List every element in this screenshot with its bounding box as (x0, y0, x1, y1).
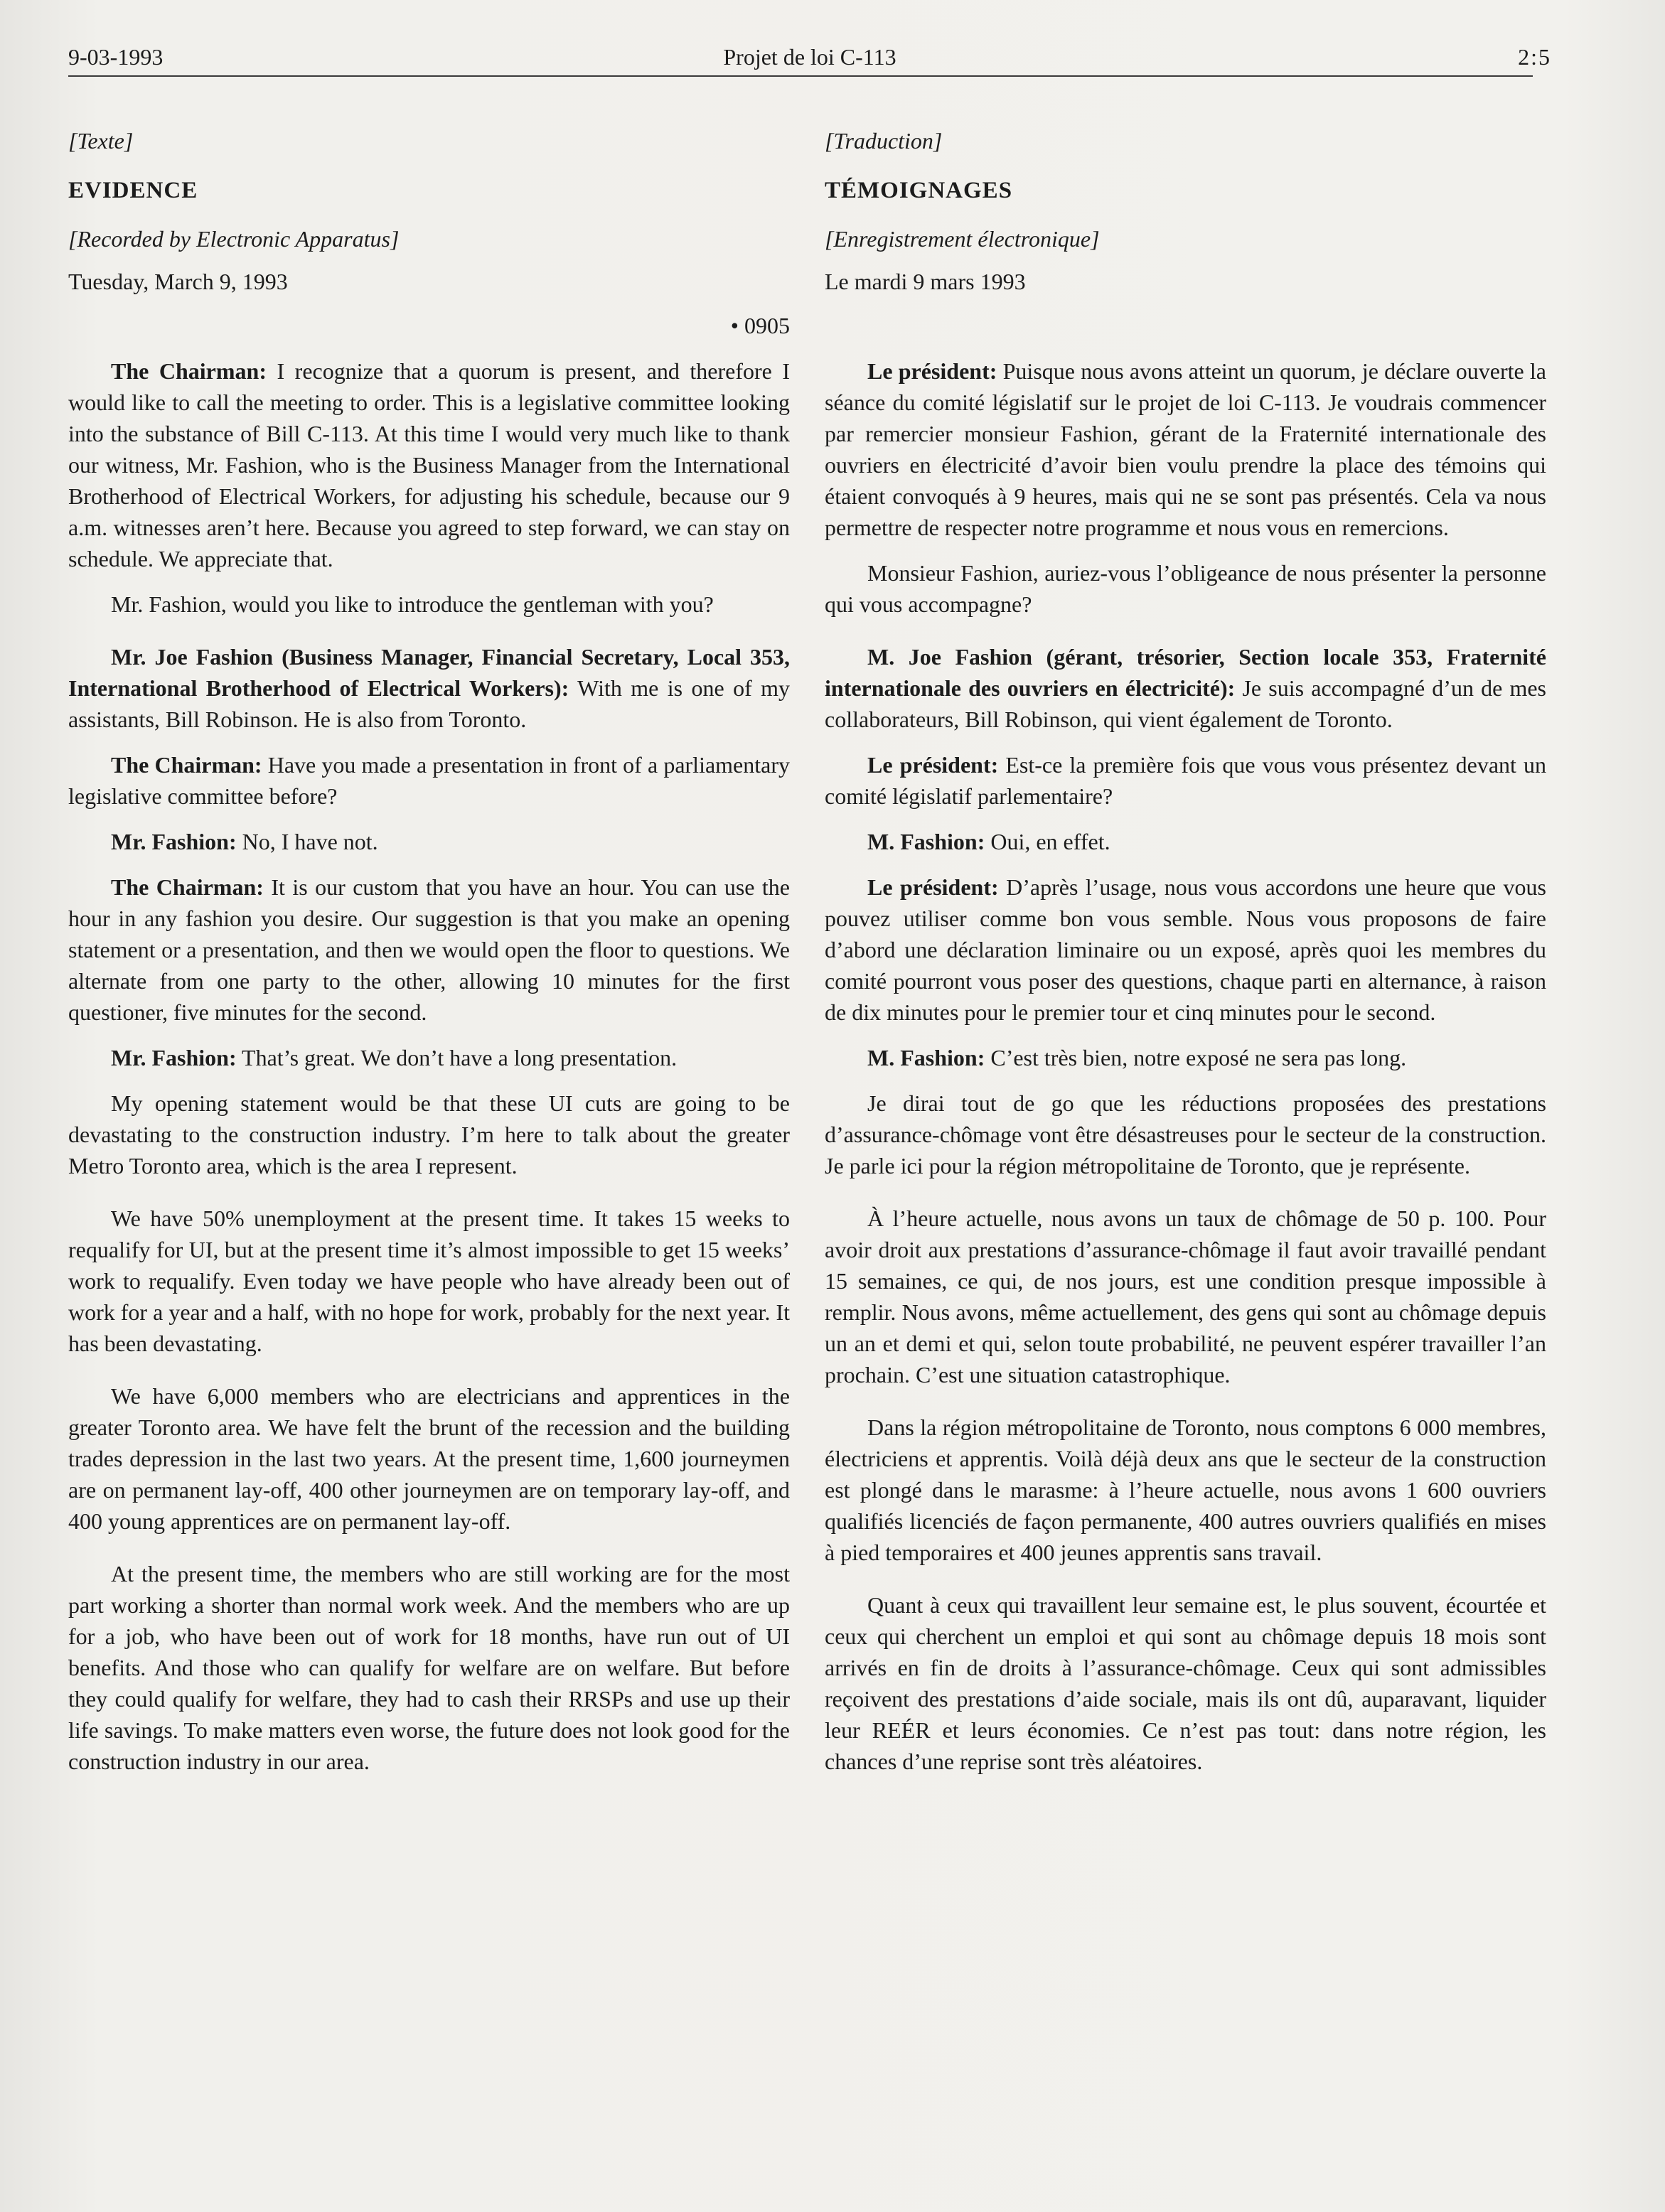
paragraph-text: D’après l’usage, nous vous accordons une heure que vous pouvez utiliser comme bon vous semble. Nous vous proposons de faire d’abord une déclaration liminaire ou un exposé, après quoi les membres du comité pourront vous poser des questions, chaque parti en alternance, à raison de dix minutes pour le premier tour et cinq minutes pour le second. (825, 874, 1547, 1025)
paragraph (825, 355, 1546, 543)
speaker-name: M. Fashion: (867, 1045, 985, 1070)
paragraph-text: Je suis accompagné d’un de mes collaborateurs, Bill Robinson, qui vient également de Toronto. (825, 675, 1547, 732)
paragraph (825, 1412, 1546, 1568)
paragraph (68, 1088, 790, 1181)
speaker-name: Mr. Joe Fashion (Business Manager, Financial Secretary, Local 353, International Brotherhood of Electrical Workers): (68, 644, 790, 701)
paragraph (825, 557, 1546, 620)
paragraph (825, 826, 1546, 857)
header-date: 9-03-1993 (68, 44, 164, 70)
speaker-name: Le président: (867, 874, 999, 900)
paragraph-text: I recognize that a quorum is present, and therefore I would like to call the meeting to order. This is a legislative committee looking into the substance of Bill C-113. At this time I would very much like to thank our witness, Mr. Fashion, who is the Business Manager from the International Brotherhood of Electrical Workers, for adjusting his schedule, because our 9 a.m. witnesses aren’t here. Because you agreed to step forward, we can stay on schedule. We appreciate that. (68, 358, 791, 571)
running-header (68, 40, 1551, 74)
paragraph (68, 826, 790, 857)
paragraph-text: Puisque nous avons atteint un quorum, je déclare ouverte la séance du comité législatif sur le projet de loi C-113. Je voudrais commencer par remercier monsieur Fashion, gérant de la Fraternité internationale des ouvriers en électricité d’avoir bien voulu prendre la place des témoins qui étaient convoqués à 9 heures, mais qui ne se sont pas présentés. Cela va nous permettre de respecter notre programme et nous vous en remercions. (825, 358, 1547, 540)
paragraph (68, 871, 790, 1028)
paragraph-text: We have 50% unemployment at the present time. It takes 15 weeks to requalify for UI, but at the present time it’s almost impossible to get 15 weeks’ work to requalify. Even today we have people who have already been out of work for a year and a half, with no hope for work, probably for the next year. It has been devastating. (68, 1206, 790, 1356)
paragraph-text: C’est très bien, notre exposé ne sera pas long. (985, 1045, 1407, 1070)
paragraph (68, 749, 790, 812)
header-page-number: 2:5 (1518, 44, 1551, 70)
speaker-name: The Chairman: (111, 874, 264, 900)
section-heading: EVIDENCE (68, 178, 198, 203)
speaker-name: M. Joe Fashion (gérant, trésorier, Section locale 353, Fraternité internationale des ouvriers en électricité): (825, 644, 1546, 701)
speaker-name: Le président: (867, 358, 997, 384)
paragraph-text: Je dirai tout de go que les réductions proposées des prestations d’assurance-chômage vont être désastreuses pour le secteur de la construction. Je parle ici pour la région métropolitaine de Toronto, que je représente. (825, 1090, 1546, 1179)
speaker-name: Mr. Fashion: (111, 1045, 237, 1070)
paragraph-text: With me is one of my assistants, Bill Robinson. He is also from Toronto. (68, 675, 791, 732)
paragraph-text: Est-ce la première fois que vous vous présentez devant un comité législatif parlementaire? (825, 752, 1547, 809)
paragraph-text: Oui, en effet. (985, 829, 1110, 854)
paragraph (68, 355, 790, 574)
paragraph (68, 1203, 790, 1359)
paragraph (825, 749, 1546, 812)
paragraph (68, 1380, 790, 1537)
paragraph (68, 641, 790, 735)
paragraph-text: À l’heure actuelle, nous avons un taux de chômage de 50 p. 100. Pour avoir droit aux prestations d’assurance-chômage il faut avoir travaillé pendant 15 semaines, ce qui, de nos jours, est une condition presque impossible à remplir. Nous avons, même actuellement, des gens qui sont au chômage depuis un an et demi et qui, selon toute probabilité, ne peuvent espérer travailler l’an prochain. C’est une situation catastrophique. (825, 1206, 1546, 1387)
paragraph (825, 1042, 1546, 1073)
english-column (68, 125, 790, 1791)
speaker-name: The Chairman: (111, 752, 262, 778)
section-heading: TÉMOIGNAGES (825, 178, 1013, 203)
recording-note: [Enregistrement électronique] (825, 226, 1100, 252)
french-column (825, 125, 1546, 1791)
sitting-date: Tuesday, March 9, 1993 (68, 269, 288, 294)
paragraph-text: Monsieur Fashion, auriez-vous l’obligeance de nous présenter la personne qui vous accompagne? (825, 560, 1546, 617)
paragraph-text: It is our custom that you have an hour. You can use the hour in any fashion you desire. Our suggestion is that you make an opening statement or a presentation, and then we would open the floor to questions. We alternate from one party to the other, allowing 10 minutes for the first questioner, five minutes for the second. (68, 874, 791, 1025)
paragraph-text: Have you made a presentation in front of a parliamentary legislative committee before? (68, 752, 791, 809)
speaker-name: Mr. Fashion: (111, 829, 237, 854)
paragraph-text: No, I have not. (236, 829, 378, 854)
paragraph (68, 589, 790, 620)
paragraph (825, 871, 1546, 1028)
paragraph (825, 1203, 1546, 1390)
paragraph (825, 1589, 1546, 1777)
paragraph (68, 1558, 790, 1777)
paragraph-text: We have 6,000 members who are electricians and apprentices in the greater Toronto area. We have felt the brunt of the recession and the building trades depression in the last two years. At the present time, 1,600 journeymen are on permanent lay-off, 400 other journeymen are on temporary lay-off, and 400 young apprentices are on permanent lay-off. (68, 1383, 790, 1534)
sitting-date: Le mardi 9 mars 1993 (825, 269, 1026, 294)
paragraph (825, 1088, 1546, 1181)
header-title: Projet de loi C-113 (723, 44, 896, 70)
recording-note: [Recorded by Electronic Apparatus] (68, 226, 400, 252)
timestamp-spacer (825, 310, 1546, 341)
paragraph-text: Mr. Fashion, would you like to introduce the gentleman with you? (111, 591, 714, 617)
paragraph (68, 1042, 790, 1073)
timestamp: • 0905 (730, 313, 790, 338)
paragraph-text: At the present time, the members who are still working are for the most part working a shorter than normal work week. And the members who are up for a job, who have been out of work for 18 months, have run out of UI benefits. And those who can qualify for welfare are on welfare. But before they could qualify for welfare, they had to cash their RRSPs and use up their life savings. To make matters even worse, the future does not look good for the construction industry in our area. (68, 1561, 790, 1774)
header-rule (68, 75, 1533, 77)
language-tag: [Traduction] (825, 128, 943, 154)
paragraph-text: My opening statement would be that these UI cuts are going to be devastating to the construction industry. I’m here to talk about the greater Metro Toronto area, which is the area I represent. (68, 1090, 790, 1179)
speaker-name: Le président: (867, 752, 999, 778)
paragraph-text: Quant à ceux qui travaillent leur semaine est, le plus souvent, écourtée et ceux qui cherchent un emploi et qui sont au chômage depuis 18 mois sont arrivés en fin de droits à l’assurance-chômage. Ceux qui sont admissibles reçoivent des prestations d’aide sociale, mais ils ont dû, auparavant, liquider leur REÉR et leurs économies. Ce n’est pas tout: dans notre région, les chances d’une reprise sont très aléatoires. (825, 1592, 1546, 1774)
paragraph-text: That’s great. We don’t have a long presentation. (236, 1045, 678, 1070)
language-tag: [Texte] (68, 128, 134, 154)
paragraph (825, 641, 1546, 735)
paragraph-text: Dans la région métropolitaine de Toronto, nous comptons 6 000 membres, électriciens et apprentis. Voilà déjà deux ans que le secteur de la construction est plongé dans le marasme: à l’heure actuelle, nous avons 1 600 ouvriers qualifiés licenciés de façon permanente, 400 autres ouvriers qualifiés en mises à pied temporaires et 400 jeunes apprentis sans travail. (825, 1414, 1546, 1565)
speaker-name: M. Fashion: (867, 829, 985, 854)
speaker-name: The Chairman: (111, 358, 267, 384)
